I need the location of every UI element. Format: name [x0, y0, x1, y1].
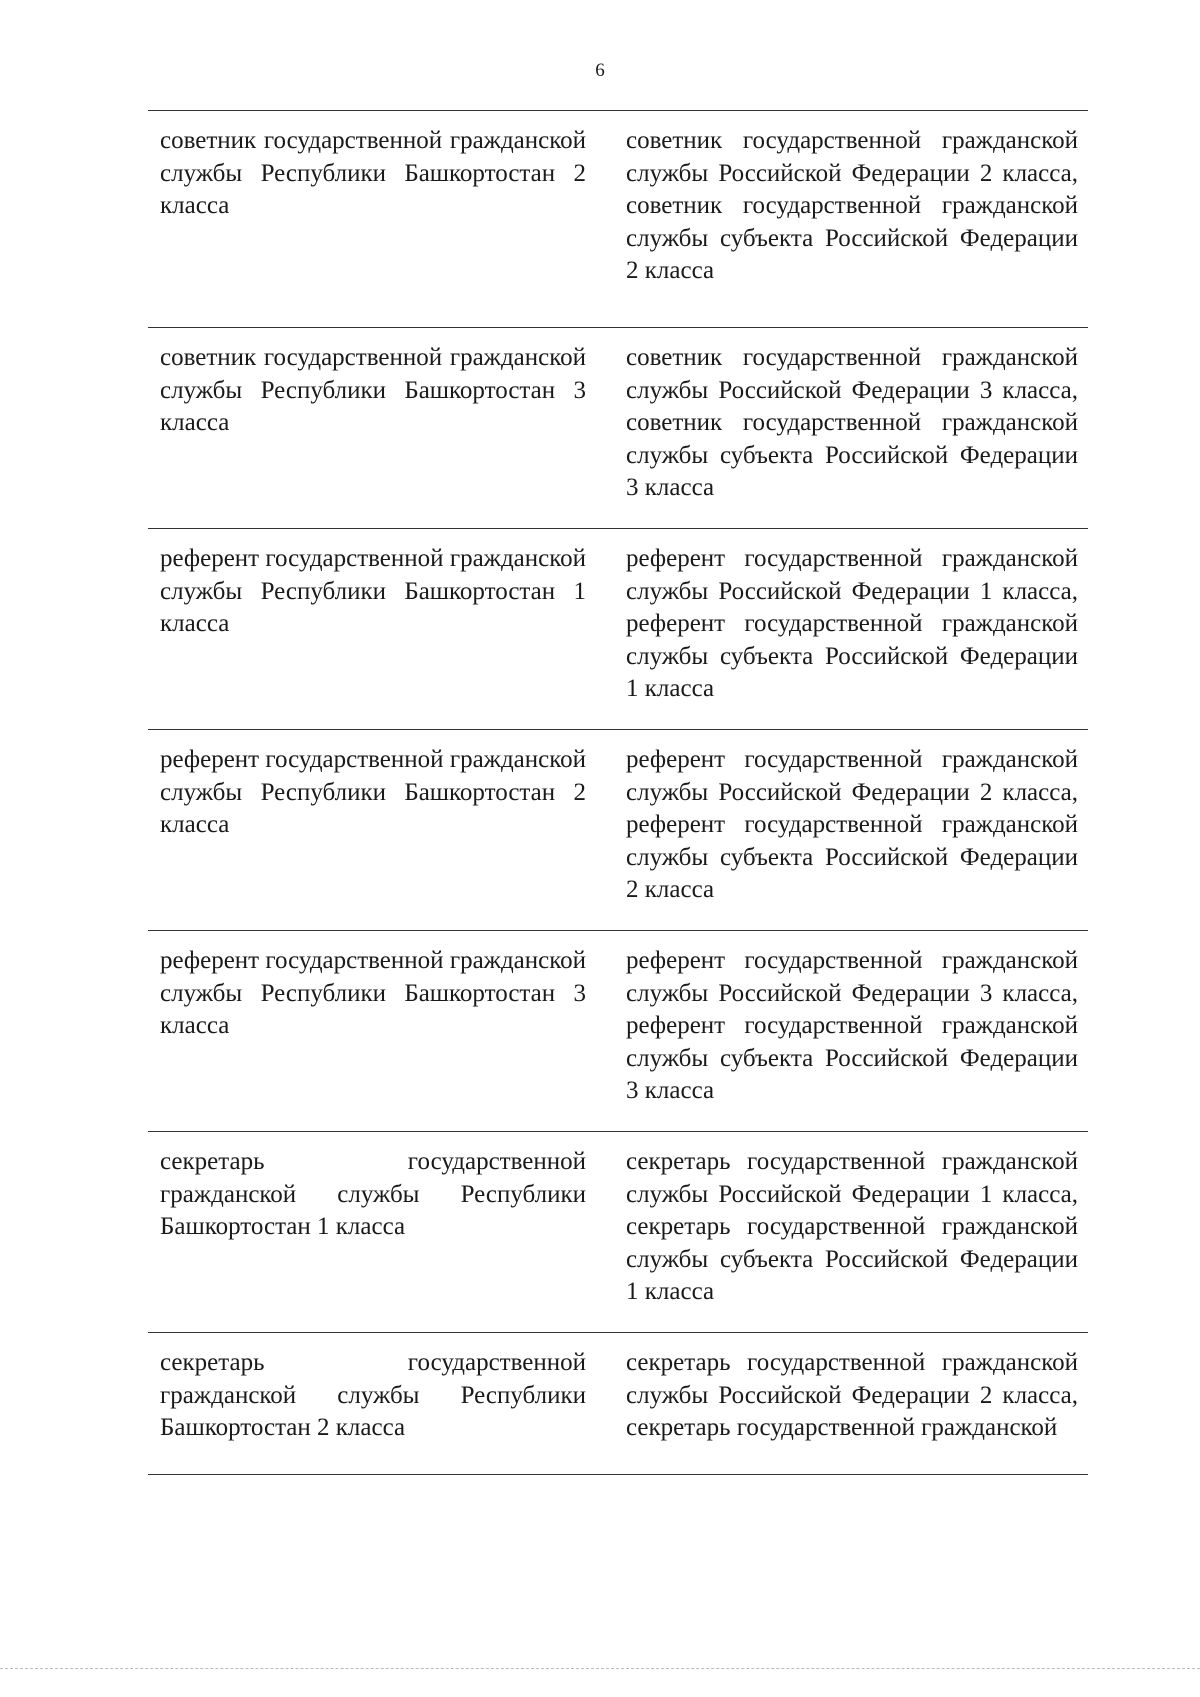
federal-rank-cell: референт государственной гражданской службы Российской Федерации 1 класса, референт государственной гражданской службы субъекта Российской Федерации 1 класса — [626, 545, 1078, 703]
regional-rank-cell: секретарь государственной гражданской службы Республики Башкортостан 2 класса — [160, 1349, 586, 1442]
federal-rank-cell: секретарь государственной гражданской службы Российской Федерации 1 класса, секретарь государственной гражданской службы субъекта Российской Федерации 1 класса — [626, 1148, 1078, 1306]
regional-rank-cell: советник государственной гражданской службы Республики Башкортостан 2 класса — [160, 127, 586, 220]
table-row — [148, 1132, 1088, 1333]
regional-rank-cell: советник государственной гражданской службы Республики Башкортостан 3 класса — [160, 344, 586, 437]
regional-rank-cell: секретарь государственной гражданской службы Республики Башкортостан 1 класса — [160, 1148, 586, 1241]
table-row — [148, 328, 1088, 529]
federal-rank-cell: секретарь государственной гражданской службы Российской Федерации 2 класса, секретарь государственной гражданской — [626, 1349, 1078, 1442]
page-edge-divider — [0, 1668, 1200, 1669]
page-number: 6 — [595, 60, 605, 81]
table-row — [148, 1333, 1088, 1475]
table-row — [148, 529, 1088, 730]
regional-rank-cell: референт государственной гражданской службы Республики Башкортостан 2 класса — [160, 746, 586, 839]
table-row — [148, 730, 1088, 931]
table-row — [148, 931, 1088, 1132]
regional-rank-cell: референт государственной гражданской службы Республики Башкортостан 1 класса — [160, 545, 586, 638]
federal-rank-cell: советник государственной гражданской службы Российской Федерации 3 класса, советник государственной гражданской службы субъекта Российской Федерации 3 класса — [626, 344, 1078, 502]
federal-rank-cell: референт государственной гражданской службы Российской Федерации 2 класса, референт государственной гражданской службы субъекта Российской Федерации 2 класса — [626, 746, 1078, 904]
federal-rank-cell: референт государственной гражданской службы Российской Федерации 3 класса, референт государственной гражданской службы субъекта Российской Федерации 3 класса — [626, 947, 1078, 1105]
federal-rank-cell: советник государственной гражданской службы Российской Федерации 2 класса, советник государственной гражданской службы субъекта Российской Федерации 2 класса — [626, 127, 1078, 285]
table-row — [148, 110, 1088, 328]
regional-rank-cell: референт государственной гражданской службы Республики Башкортостан 3 класса — [160, 947, 586, 1040]
rank-correspondence-table — [148, 110, 1088, 1475]
